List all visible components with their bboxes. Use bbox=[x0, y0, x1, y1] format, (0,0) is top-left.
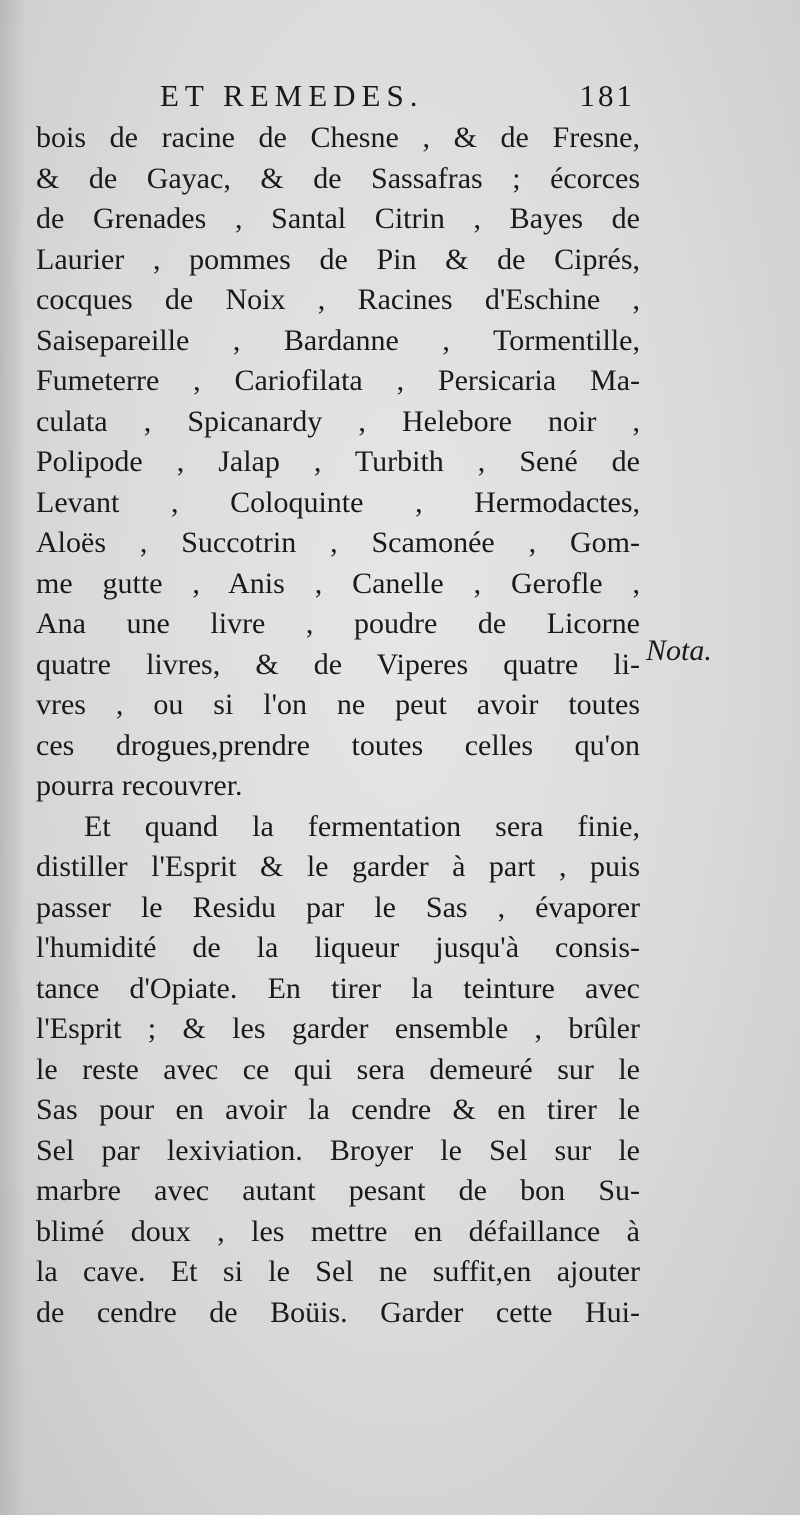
text-line: Polipode , Jalap , Turbith , Sené de bbox=[36, 445, 640, 478]
text-line: Levant , Coloquinte , Hermodactes, bbox=[36, 485, 640, 519]
gutter-shadow bbox=[0, 0, 26, 1515]
text-line: Saisepareille , Bardanne , Tormentille, bbox=[36, 323, 640, 357]
text-line: Sas pour en avoir la cendre & en tirer le bbox=[36, 1093, 640, 1126]
text-line: de Grenades , Santal Citrin , Bayes de bbox=[36, 202, 640, 235]
text-line: blimé doux , les mettre en défaillance à bbox=[36, 1214, 640, 1248]
text-line: Laurier , pommes de Pin & de Ciprés, bbox=[36, 242, 640, 276]
marginal-note: Nota. bbox=[646, 634, 712, 667]
text-line: tance d'Opiate. En tirer la teinture avec bbox=[36, 971, 640, 1005]
text-line: passer le Residu par le Sas , évaporer bbox=[36, 890, 640, 924]
text-line: Sel par lexiviation. Broyer le Sel sur le bbox=[36, 1133, 640, 1167]
text-line: le reste avec ce qui sera demeuré sur le bbox=[36, 1052, 640, 1086]
text-line: ces drogues,prendre toutes celles qu'on bbox=[36, 728, 640, 762]
text-line: Ana une livre , poudre de Licorne bbox=[36, 607, 640, 640]
text-line: quatre livres, & de Viperes quatre li- bbox=[36, 647, 640, 681]
text-line: & de Gayac, & de Sassafras ; écorces bbox=[36, 161, 640, 195]
text-line: distiller l'Esprit & le garder à part , puis bbox=[36, 850, 640, 883]
text-line: l'humidité de la liqueur jusqu'à consis- bbox=[36, 931, 640, 964]
text-line: vres , ou si l'on ne peut avoir toutes bbox=[36, 688, 640, 721]
text-line: Aloës , Succotrin , Scamonée , Gom- bbox=[36, 526, 640, 559]
text-line: me gutte , Anis , Canelle , Gerofle , bbox=[36, 566, 640, 600]
text-line: de cendre de Boüis. Garder cette Hui- bbox=[36, 1295, 640, 1329]
page-number: 181 bbox=[579, 78, 635, 113]
paragraph-first-line: Et quand la fermentation sera finie, bbox=[84, 809, 640, 843]
text-line: l'Esprit ; & les garder ensemble , brûler bbox=[36, 1012, 640, 1045]
text-line: marbre avec autant pesant de bon Su- bbox=[36, 1174, 640, 1207]
running-head: ET REMEDES. bbox=[160, 78, 424, 113]
text-line: Fumeterre , Cariofilata , Persicaria Ma- bbox=[36, 364, 640, 397]
text-line: cocques de Noix , Racines d'Eschine , bbox=[36, 283, 640, 316]
text-line: pourra recouvrer. bbox=[36, 769, 243, 802]
text-line: culata , Spicanardy , Helebore noir , bbox=[36, 404, 640, 438]
text-line: la cave. Et si le Sel ne suffit,en ajouter bbox=[36, 1255, 640, 1288]
text-line: bois de racine de Chesne , & de Fresne, bbox=[36, 121, 640, 154]
body-text bbox=[36, 118, 640, 1333]
page-header bbox=[160, 78, 635, 118]
